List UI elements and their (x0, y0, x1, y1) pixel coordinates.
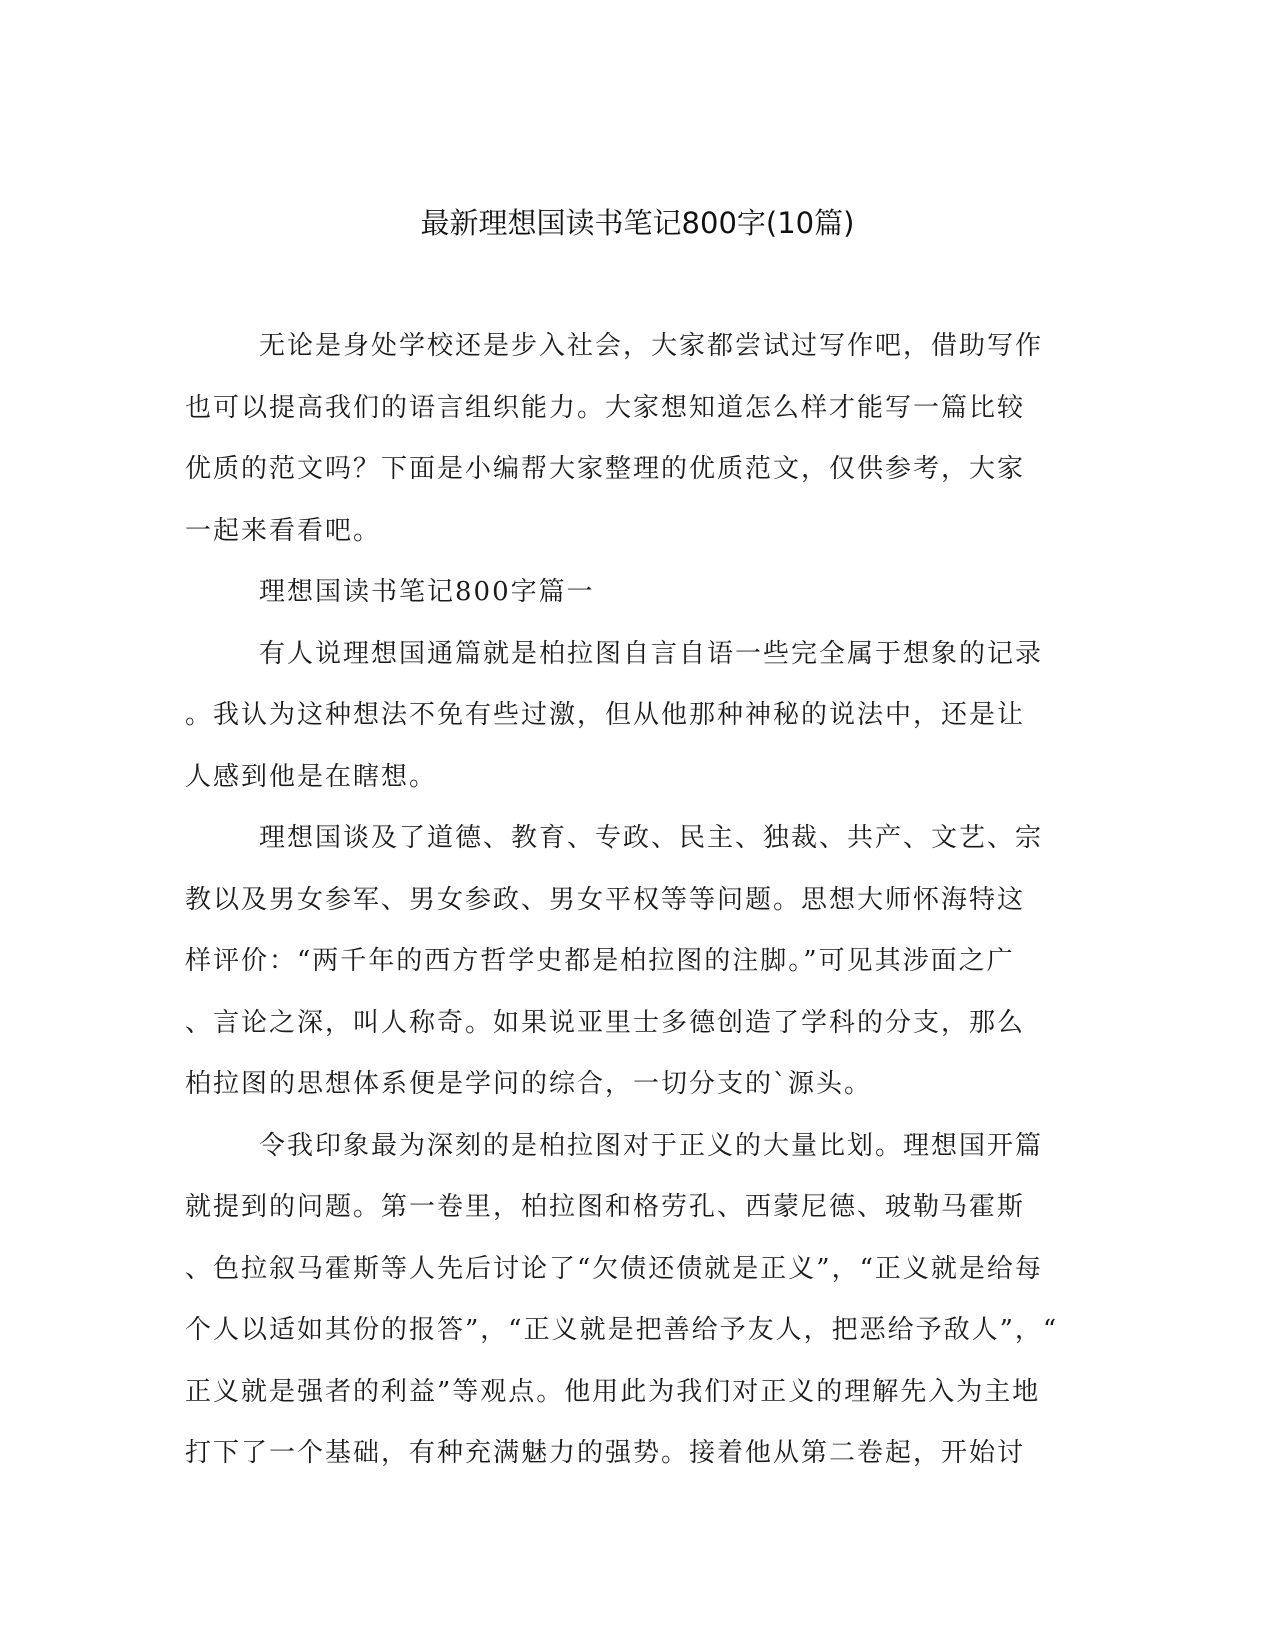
text-line: 个人以适如其份的报答”，“正义就是把善给予友人，把恶给予敌人”，“ (185, 1315, 1059, 1345)
text-line: 有人说理想国通篇就是柏拉图自言自语一些完全属于想象的记录 (259, 638, 1044, 669)
text-line: 、色拉叙马霍斯等人先后讨论了“欠债还债就是正义”，“正义就是给每 (185, 1253, 1043, 1284)
text-line: 理想国读书笔记800字篇一 (259, 577, 595, 607)
text-line: 也可以提高我们的语言组织能力。大家想知道怎么样才能写一篇比较 (185, 392, 1026, 423)
text-line: 样评价：“两千年的西方哲学史都是柏拉图的注脚。”可见其涉面之广 (185, 946, 1015, 976)
text-line: 人感到他是在瞎想。 (185, 761, 438, 792)
document-body (185, 316, 1065, 1485)
text-line: 。我认为这种想法不免有些过激，但从他那种神秘的说法中，还是让 (185, 700, 1026, 730)
text-line: 一起来看看吧。 (185, 515, 382, 546)
document-title: 最新理想国读书笔记800字(10篇) (420, 206, 855, 240)
text-line: 优质的范文吗？下面是小编帮大家整理的优质范文，仅供参考，大家 (185, 454, 1026, 484)
text-line: 无论是身处学校还是步入社会，大家都尝试过写作吧，借助写作 (259, 331, 1044, 361)
text-line: 就提到的问题。第一卷里，柏拉图和格劳孔、西蒙尼德、玻勒马霍斯 (185, 1192, 1026, 1222)
text-line: 正义就是强者的利益”等观点。他用此为我们对正义的理解先入为主地 (185, 1376, 1041, 1407)
text-line: 教以及男女参军、男女参政、男女平权等等问题。思想大师怀海特这 (185, 884, 1026, 915)
text-line: 、言论之深，叫人称奇。如果说亚里士多德创造了学科的分支，那么 (185, 1007, 1026, 1038)
text-line: 柏拉图的思想体系便是学问的综合，一切分支的`源头。 (185, 1069, 873, 1099)
text-line: 令我印象最为深刻的是柏拉图对于正义的大量比划。理想国开篇 (259, 1130, 1044, 1161)
text-line: 打下了一个基础，有种充满魅力的强势。接着他从第二卷起，开始讨 (185, 1438, 1026, 1468)
text-line: 理想国谈及了道德、教育、专政、民主、独裁、共产、文艺、宗 (259, 823, 1044, 853)
